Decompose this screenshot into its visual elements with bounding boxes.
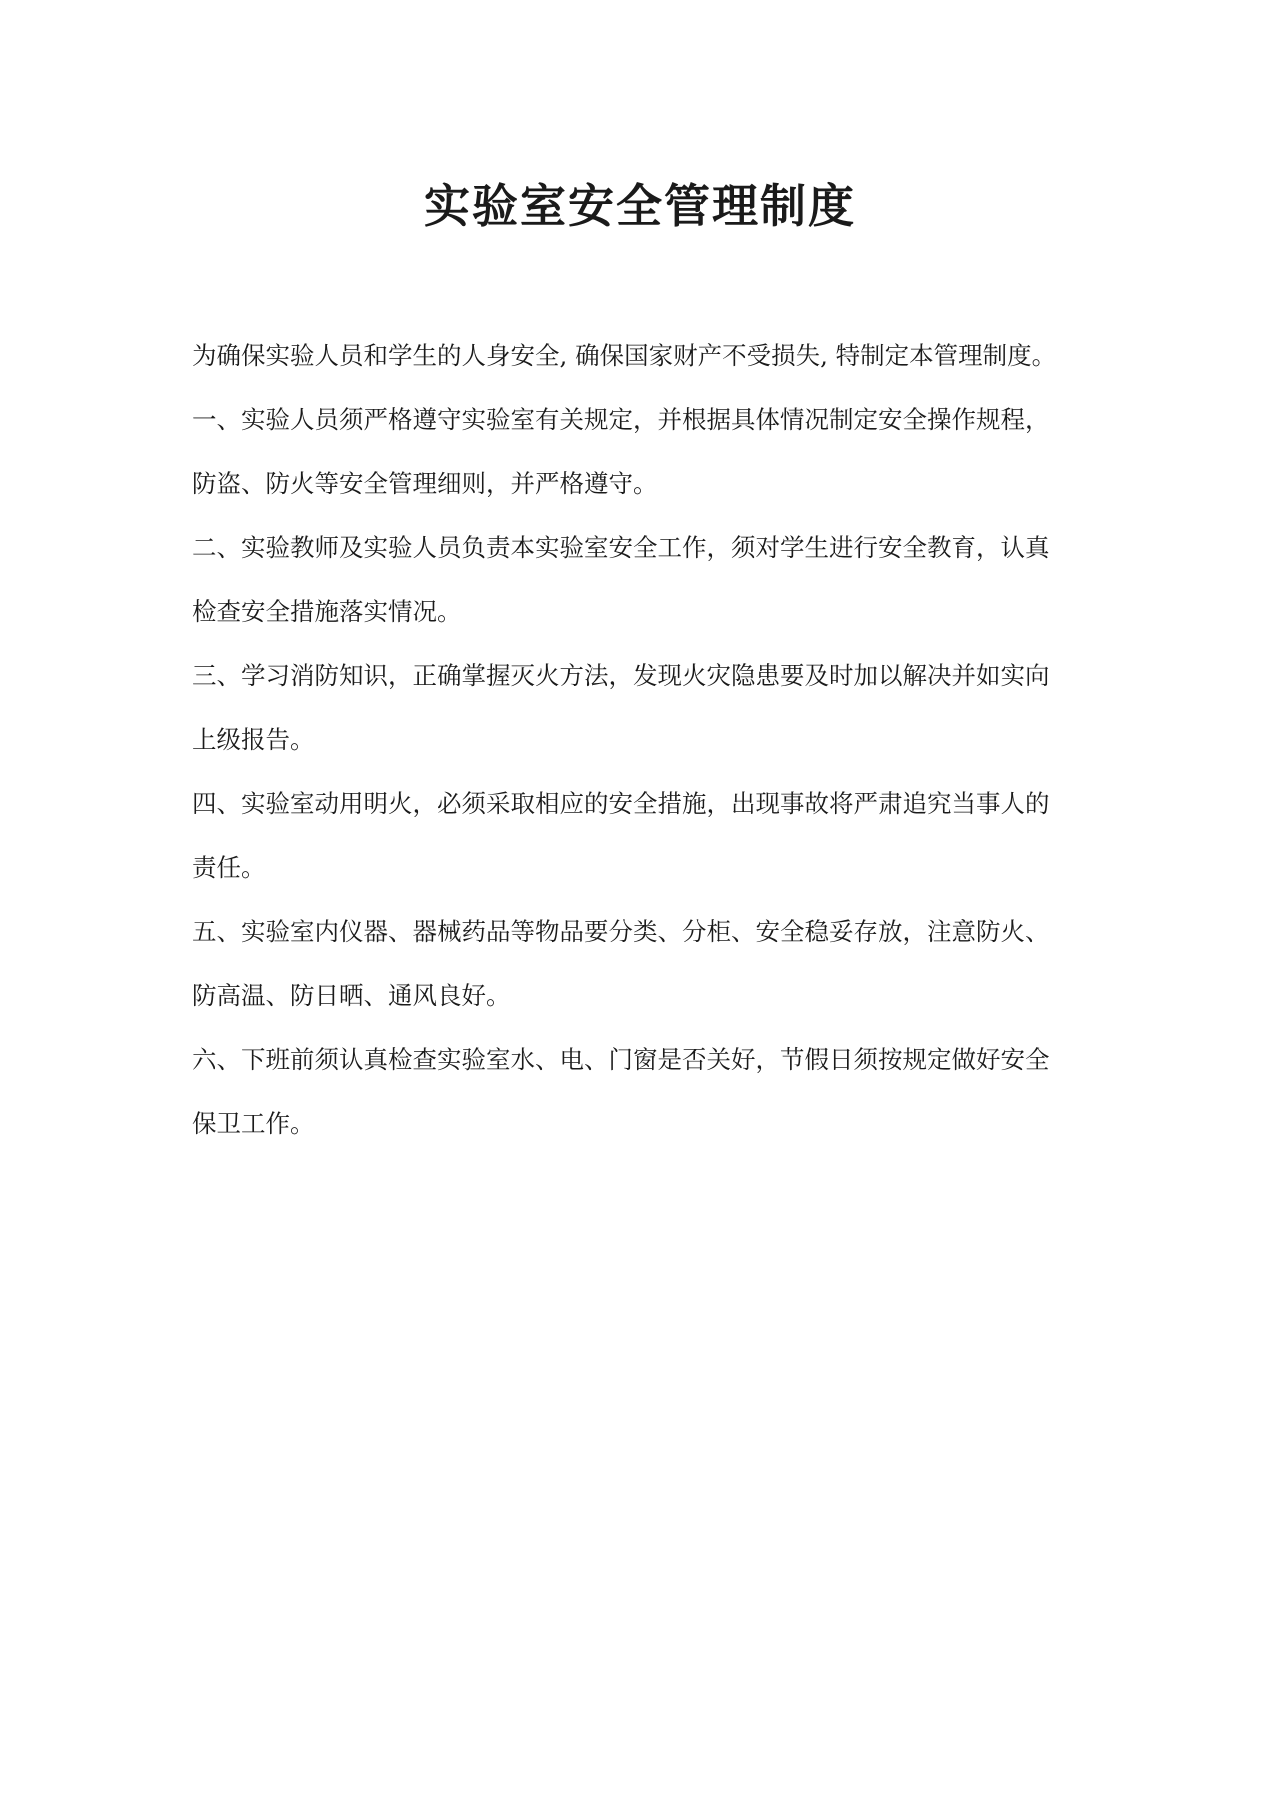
- rule-5-line-2: 防高温、防日晒、通风良好。: [192, 981, 511, 1010]
- rule-4-line-1: 四、实验室动用明火，必须采取相应的安全措施，出现事故将严肃追究当事人的: [192, 789, 1050, 818]
- rule-6-line-2: 保卫工作。: [192, 1109, 315, 1138]
- rule-1-line-1: 一、实验人员须严格遵守实验室有关规定，并根据具体情况制定安全操作规程，: [192, 405, 1050, 434]
- intro-line: 为确保实验人员和学生的人身安全, 确保国家财产不受损失, 特制定本管理制度。: [192, 341, 1057, 370]
- rule-3-line-2: 上级报告。: [192, 725, 315, 754]
- rule-5-line-1: 五、实验室内仪器、器械药品等物品要分类、分柜、安全稳妥存放，注意防火、: [192, 917, 1050, 946]
- page-title: 实验室安全管理制度: [424, 179, 856, 233]
- rule-2-line-1: 二、实验教师及实验人员负责本实验室安全工作，须对学生进行安全教育，认真: [192, 533, 1050, 562]
- rule-4-line-2: 责任。: [192, 853, 266, 882]
- rule-3-line-1: 三、学习消防知识，正确掌握灭火方法，发现火灾隐患要及时加以解决并如实向: [192, 661, 1050, 690]
- rule-1-line-2: 防盗、防火等安全管理细则，并严格遵守。: [192, 469, 658, 498]
- document-body: [192, 324, 1102, 1156]
- rule-6-line-1: 六、下班前须认真检查实验室水、电、门窗是否关好，节假日须按规定做好安全: [192, 1045, 1050, 1074]
- rule-2-line-2: 检查安全措施落实情况。: [192, 597, 462, 626]
